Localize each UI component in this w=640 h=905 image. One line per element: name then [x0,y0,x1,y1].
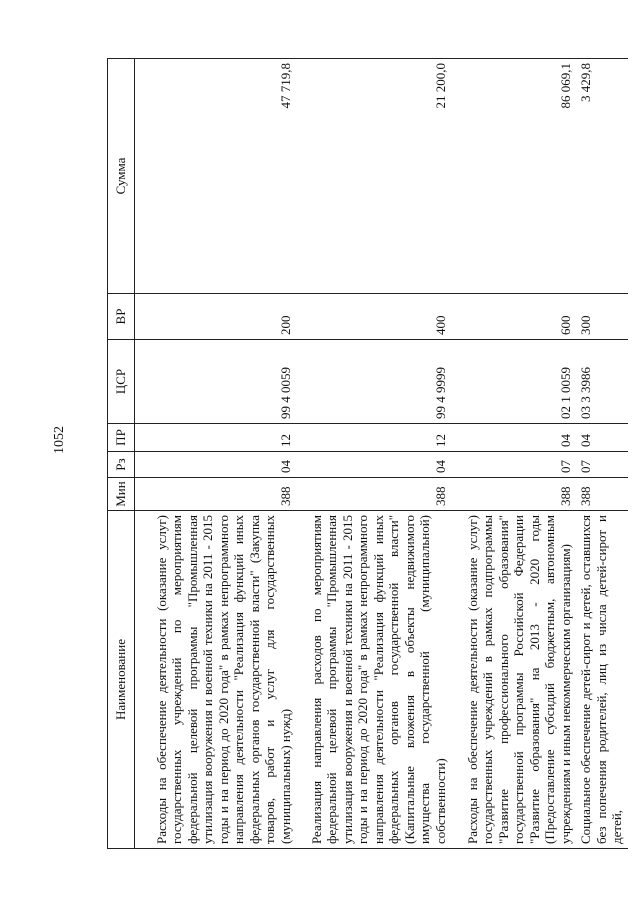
row-sum: 3 429,8 [576,59,628,294]
row-min: 388 [135,478,297,511]
row-min: 388 [451,478,576,511]
budget-table [107,58,628,849]
table-row [296,59,451,849]
row-pr: 04 [451,424,576,452]
table-row [451,59,576,849]
header-rz: Рз [108,452,135,478]
row-csr: 99 4 9999 [296,340,451,424]
row-min: 388 [296,478,451,511]
row-vr: 300 [576,294,628,340]
row-vr: 400 [296,294,451,340]
page-number: 1052 [52,426,67,454]
header-csr: ЦСР [108,340,135,424]
row-min: 388 [576,478,628,511]
row-csr: 02 1 0059 [451,340,576,424]
row-pr: 04 [576,424,628,452]
row-name: Расходы на обеспечение деятельности (оказание услуг) государственных учреждений по мероприятиям федеральной целевой программы "Промышленная утилизация вооружения и военной техники на 2011 - 2015 годы и на период до 2020 года" в рамках непрограммного направления деятельности "Реализация функций иных федеральных органов государственной власти" (Закупка товаров, работ и услуг для государственных (муниципальных) нужд) [135,511,297,849]
row-sum: 21 200,0 [296,59,451,294]
header-pr: ПР [108,424,135,452]
row-rz: 07 [451,452,576,478]
rotated-page [107,59,624,849]
row-name: Реализация направления расходов по мероприятиям федеральной целевой программы "Промышленная утилизация вооружения и военной техники на 2011 - 2015 годы и на период до 2020 года" в рамках непрограммного направления деятельности "Реализация функций иных федеральных органов государственной власти" (Капитальные вложения в объекты недвижимого имущества государственной (муниципальной) собственности) [296,511,451,849]
table-row [135,59,297,849]
row-csr: 99 4 0059 [135,340,297,424]
row-name: Социальное обеспечение детей-сирот и детей, оставшихся без попечения родителей, лиц из числа детей-сирот и детей, [576,511,628,849]
header-sum: Сумма [108,59,135,294]
row-vr: 600 [451,294,576,340]
row-name: Расходы на обеспечение деятельности (оказание услуг) государственных учреждений в рамках подпрограммы "Развитие профессионального образования" государственной программы Российской Федерации "Развитие образования" на 2013 - 2020 годы (Предоставление субсидий бюджетным, автономным учреждениям и иным некоммерческим организациям) [451,511,576,849]
row-rz: 04 [296,452,451,478]
header-name: Наименование [108,511,135,849]
table-row [576,59,628,849]
row-rz: 07 [576,452,628,478]
header-min: Мин [108,478,135,511]
row-sum: 86 069,1 [451,59,576,294]
header-row [108,59,135,849]
row-pr: 12 [296,424,451,452]
row-csr: 03 3 3986 [576,340,628,424]
header-vr: ВР [108,294,135,340]
row-pr: 12 [135,424,297,452]
row-vr: 200 [135,294,297,340]
row-sum: 47 719,8 [135,59,297,294]
row-rz: 04 [135,452,297,478]
